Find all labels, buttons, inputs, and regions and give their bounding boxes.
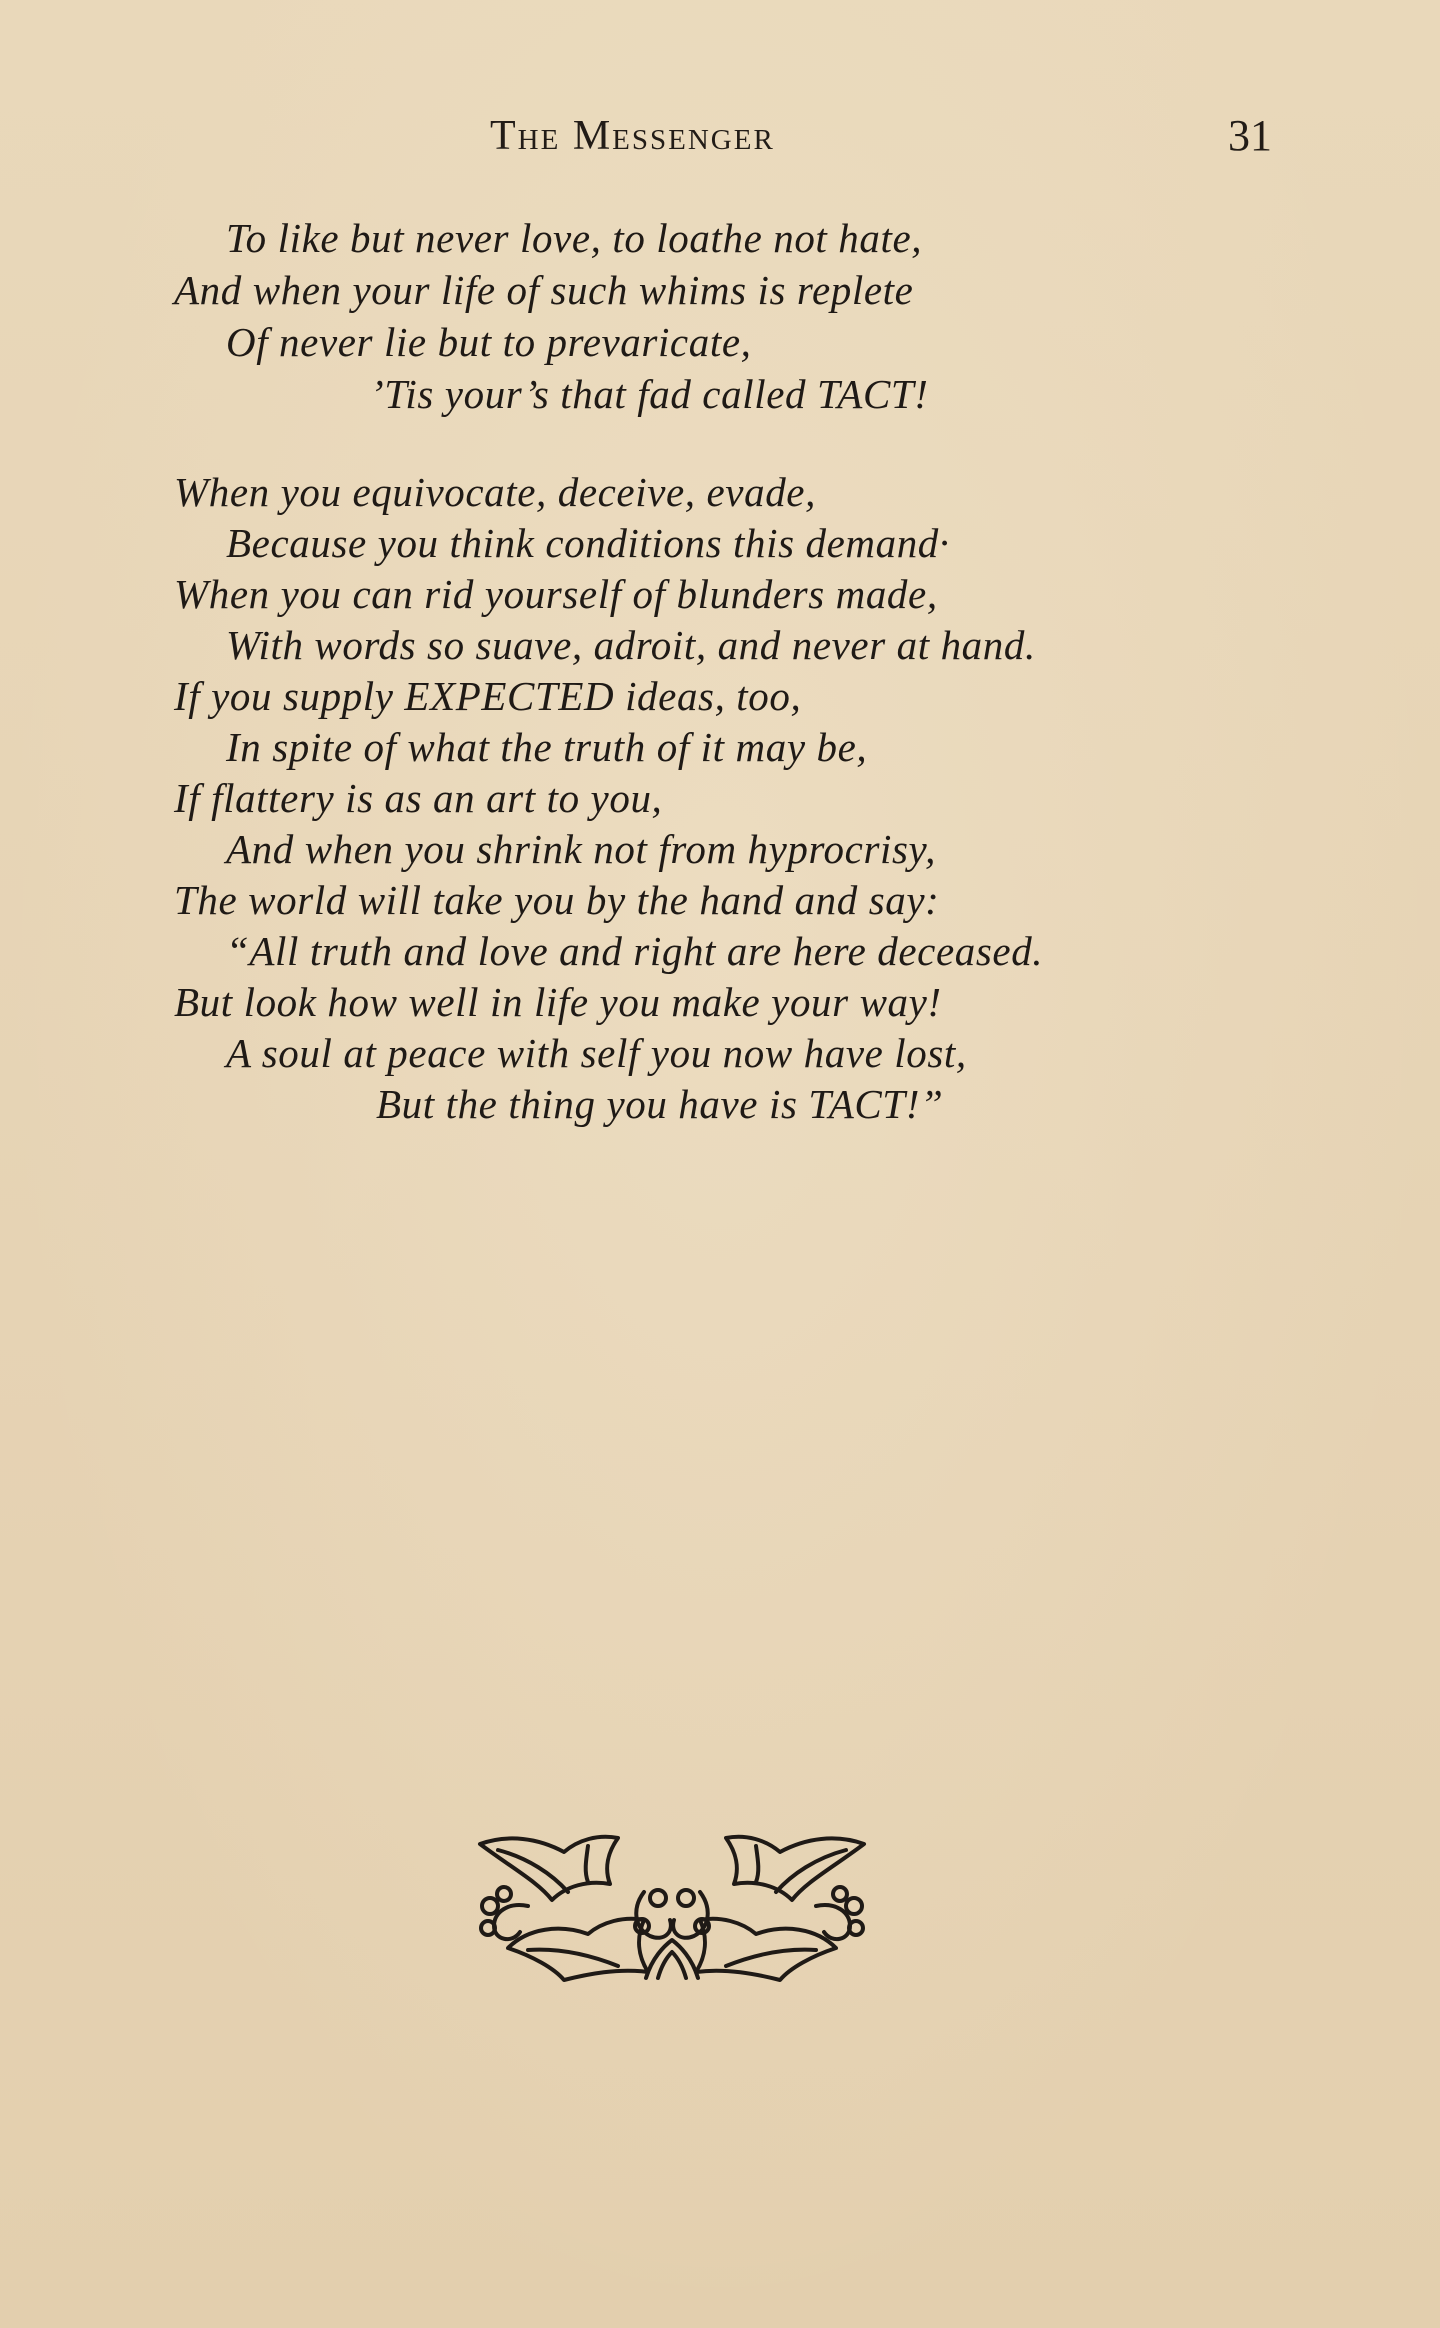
poem-line: But look how well in life you make your way!	[174, 979, 942, 1025]
poem-line: If flattery is as an art to you,	[174, 775, 663, 821]
poem-line: When you can rid yourself of blunders made,	[174, 571, 938, 617]
poem-line: The world will take you by the hand and say:	[174, 877, 940, 923]
poem-line: A soul at peace with self you now have lost,	[226, 1030, 967, 1076]
poem-line: When you equivocate, deceive, evade,	[174, 469, 816, 515]
poem-line: “All truth and love and right are here deceased.	[226, 928, 1044, 974]
poem-line: And when you shrink not from hyprocrisy,	[226, 826, 936, 872]
poem-line: To like but never love, to loathe not hate,	[226, 215, 923, 261]
page-number: 31	[1228, 111, 1272, 160]
poem-line: In spite of what the truth of it may be,	[226, 724, 868, 770]
poem-line: And when your life of such whims is replete	[174, 267, 914, 313]
floral-vine-ornament-icon	[468, 1828, 876, 1984]
running-title: The Messenger	[490, 113, 775, 159]
poem-line: Of never lie but to prevaricate,	[226, 319, 752, 365]
poem-line: Because you think conditions this demand·	[226, 520, 950, 566]
poem-line: ’Tis your’s that fad called TACT!	[370, 371, 929, 417]
poem-line: If you supply EXPECTED ideas, too,	[174, 673, 802, 719]
poem-line: But the thing you have is TACT!”	[376, 1081, 944, 1127]
poem-line: With words so suave, adroit, and never at hand.	[226, 622, 1036, 668]
